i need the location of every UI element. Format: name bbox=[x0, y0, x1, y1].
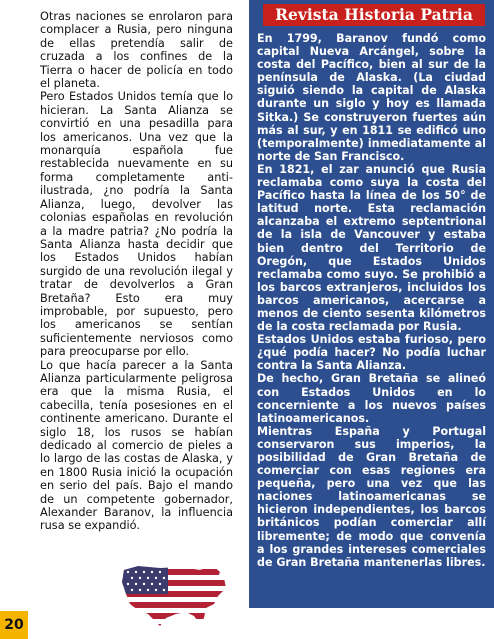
magazine-title: Revista Historia Patria bbox=[263, 4, 485, 26]
left-column-text bbox=[40, 10, 233, 533]
right-column-text bbox=[257, 32, 486, 569]
paragraph: Mientras España y Portugal conservaron sus imperios, la posibilidad de Gran Bretaña de comerciar con esas regiones era pequeña, pero una vez que las naciones latinoamericanas se hicieron independientes, los barcos británicos podían comerciar allí libremente; de modo que convenía a los grandes intereses comerciales de Gran Bretaña mantenerlas libres. bbox=[257, 424, 486, 569]
paragraph: Otras naciones se enrolaron para complacer a Rusia, pero ninguna de ellas pretendía salir de cruzada a los confines de la Tierra o hacer de policía en todo el planeta. bbox=[40, 10, 233, 91]
us-flag-map-icon bbox=[120, 558, 230, 630]
paragraph: Lo que hacía parecer a la Santa Alianza particularmente peligrosa era que la misma Rusia, el cabecilla, tenía posesiones en el continente americano. Durante el siglo 18, los rusos se habían dedicado al comercio de pieles a lo largo de las costas de Alaska, y en 1800 Rusia inició la ocupación en serio del país. Bajo el mando de un competente gobernador, Alexander Baranov, la influencia rusa se expandió. bbox=[40, 358, 233, 533]
paragraph: Estados Unidos estaba furioso, pero ¿qué podía hacer? No podía luchar contra la Santa Alianza. bbox=[257, 333, 486, 373]
paragraph: En 1799, Baranov fundó como capital Nueva Arcángel, sobre la costa del Pacífico, bien al sur de la península de Alaska. (La ciudad siguió siendo la capital de Alaska durante un siglo y hoy es llamada Sitka.) Se construyeron fuertes aún más al sur, y en 1811 se edificó uno (temporalmente) inmediatamente al norte de San Francisco. bbox=[257, 32, 486, 163]
paragraph: En 1821, el zar anunció que Rusia reclamaba como suya la costa del Pacífico hasta la línea de los 50° de latitud norte. Esta reclamación alcanzaba el extremo septentrional de la isla de Vancouver y estaba bien dentro del Territorio de Oregón, que Estados Unidos reclamaba como suyo. Se prohibió a los barcos extranjeros, incluidos los barcos americanos, acercarse a menos de ciento sesenta kilómetros de la costa reclamada por Rusia. bbox=[257, 162, 486, 334]
page-number: 20 bbox=[0, 611, 28, 639]
paragraph: De hecho, Gran Bretaña se alineó con Estados Unidos en lo concerniente a los nuevos países latinoamericanos. bbox=[257, 372, 486, 425]
paragraph: Pero Estados Unidos temía que lo hicieran. La Santa Alianza se convirtió en una pesadilla para los americanos. Una vez que la monarquía española fue restablecida nuevamente en su forma completamente anti-ilustrada, ¿no podría la Santa Alianza, luego, devolver las colonias españolas en revolución a la madre patria? ¿No podría la Santa Alianza hasta decidir que los Estados Unidos habían surgido de una revolución ilegal y tratar de devolverlos a Gran Bretaña? Esto era muy improbable, por supuesto, pero los americanos se sentían suficientemente nerviosos como para preocuparse por ello. bbox=[40, 90, 233, 359]
